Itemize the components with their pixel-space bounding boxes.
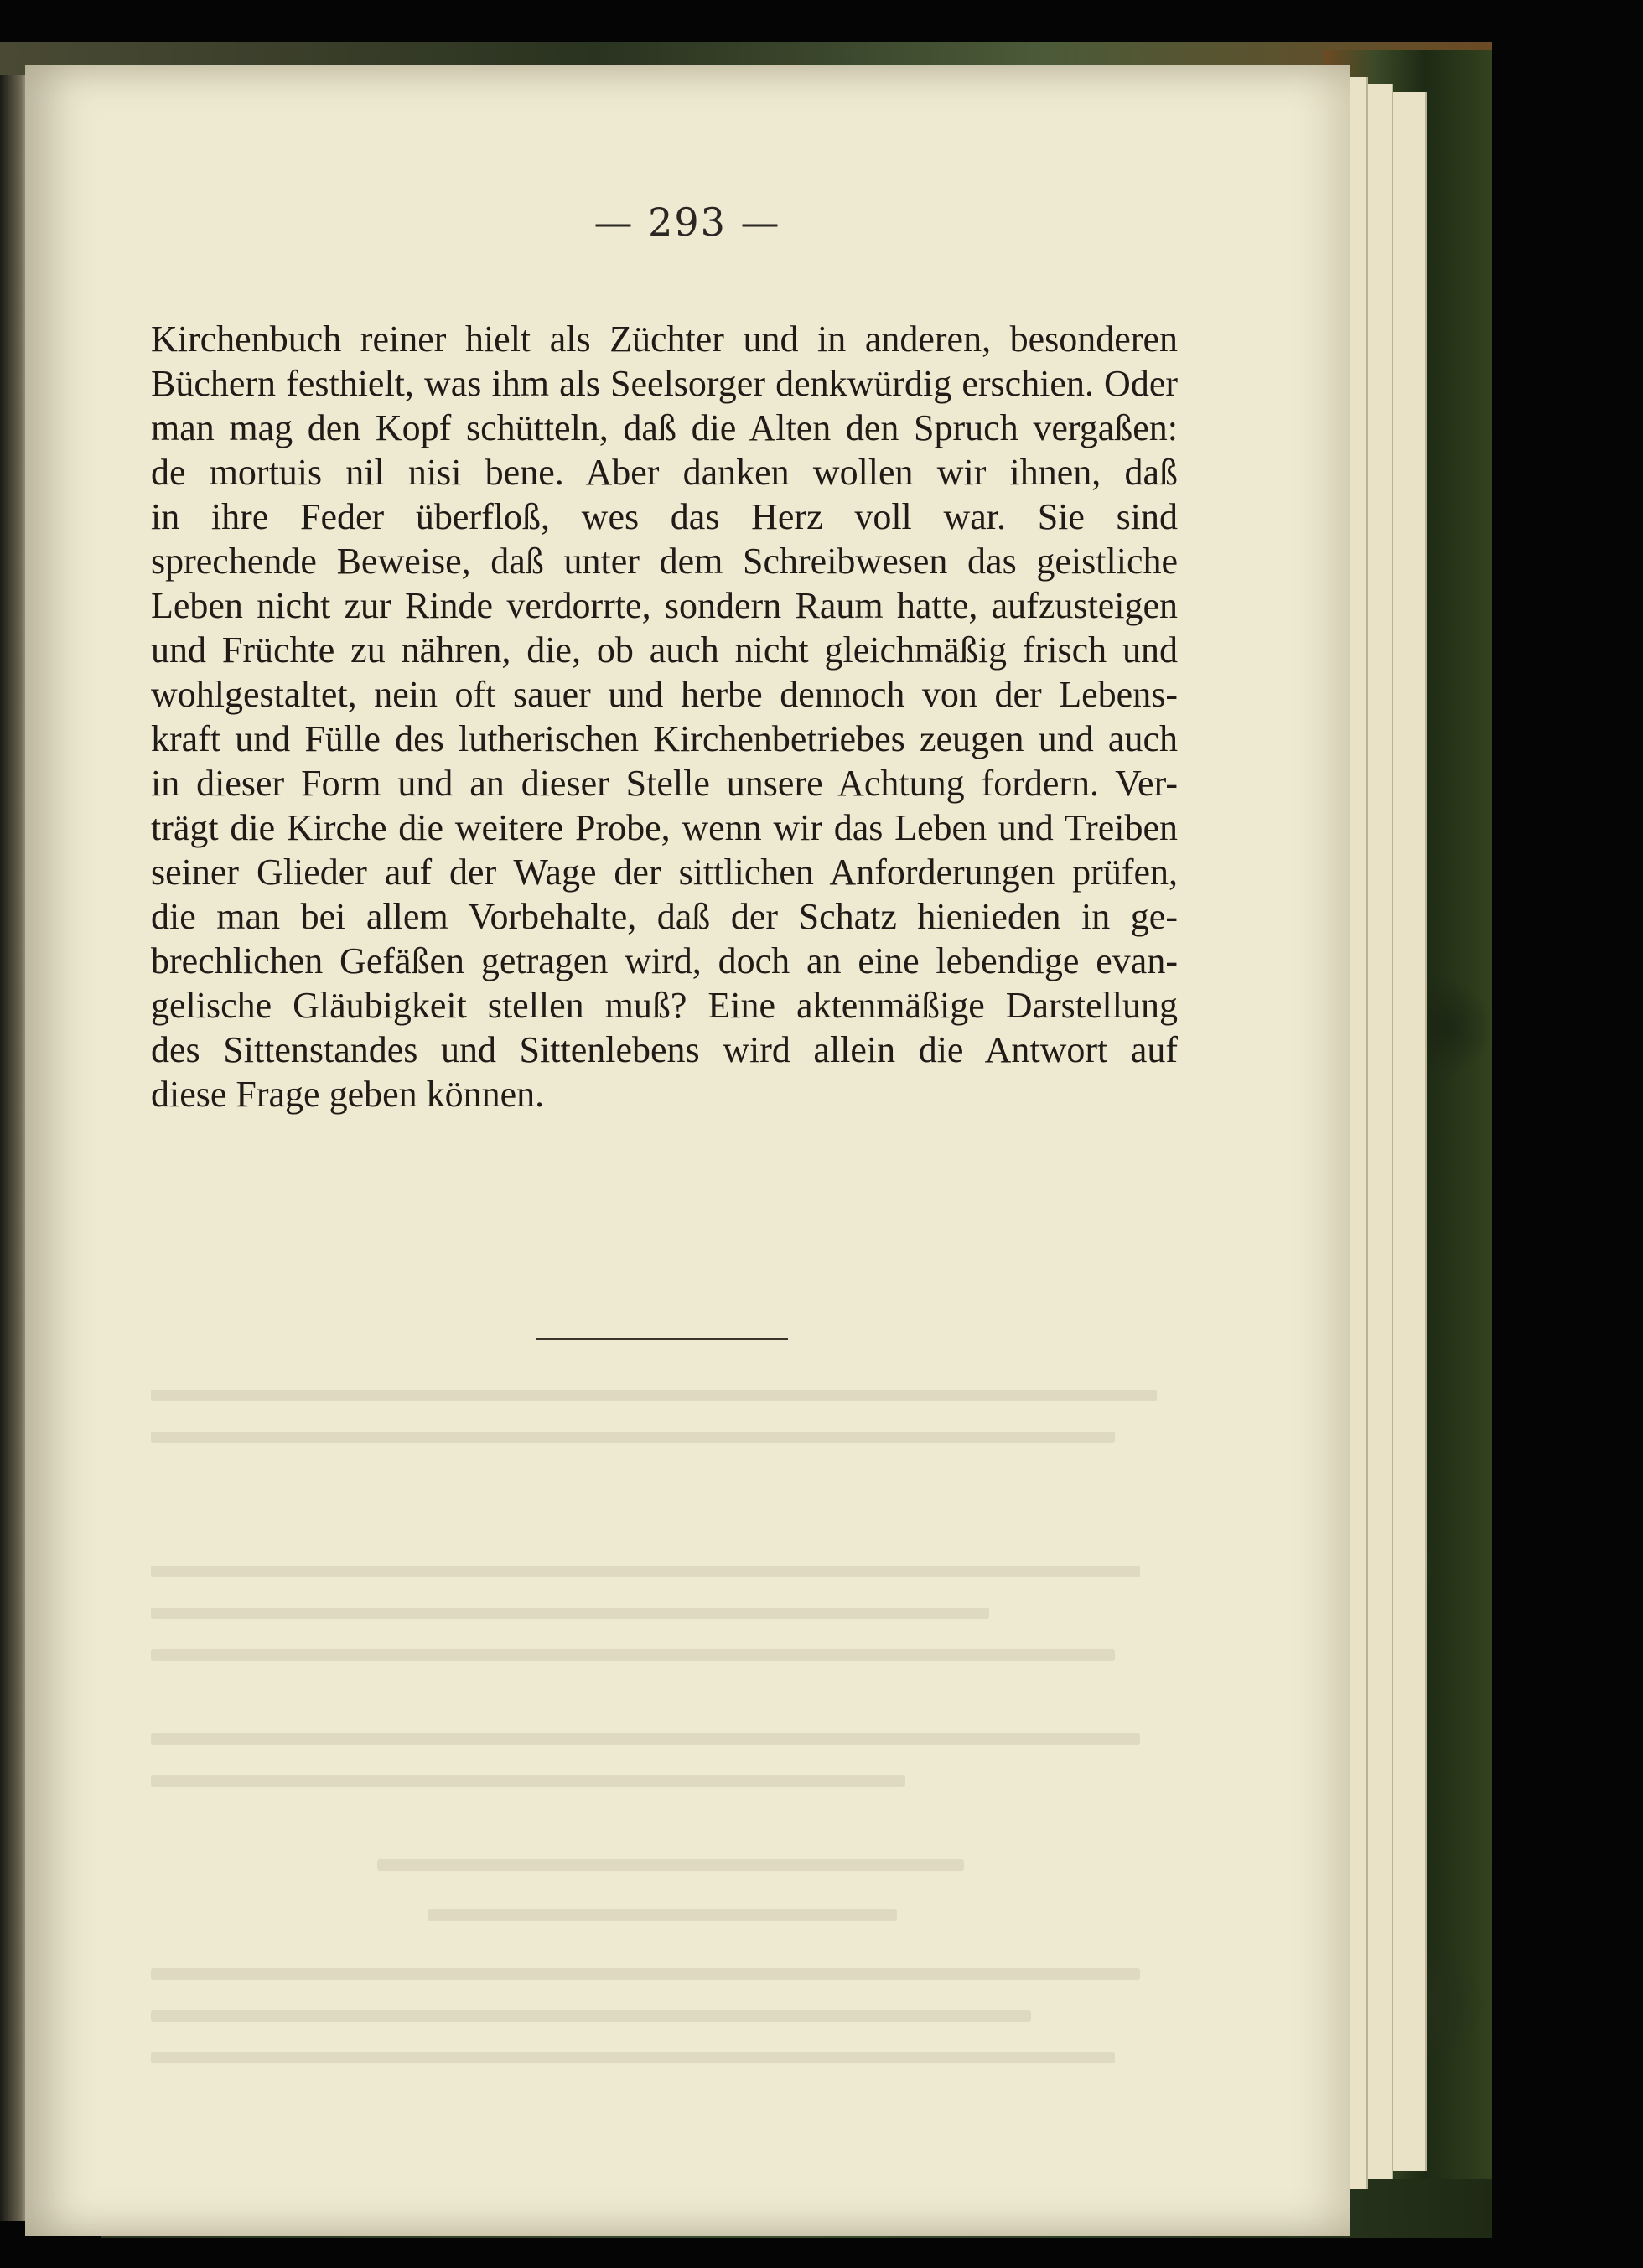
text-line: Kirchenbuch reiner hielt als Züchter und in anderen, besonderen bbox=[151, 318, 1178, 360]
show-through-line bbox=[151, 2052, 1115, 2063]
show-through-line bbox=[151, 1775, 905, 1787]
text-line: brechlichen Gefäßen getragen wird, doch an eine lebendige evan- bbox=[151, 940, 1178, 981]
page-number: — 293 — bbox=[593, 199, 781, 245]
show-through-line bbox=[428, 1909, 897, 1921]
text-line: kraft und Fülle des lutherischen Kirchenbetriebes zeugen und auch bbox=[151, 718, 1178, 759]
text-line: sprechende Beweise, daß unter dem Schreibwesen das geistliche bbox=[151, 541, 1178, 582]
page-body-text bbox=[151, 317, 1178, 1116]
text-line: wohlgestaltet, nein oft sauer und herbe dennoch von der Lebens- bbox=[151, 674, 1178, 715]
text-line: seiner Glieder auf der Wage der sittlichen Anforderungen prüfen, bbox=[151, 852, 1178, 893]
book-page bbox=[25, 65, 1350, 2236]
text-line: Büchern festhielt, was ihm als Seelsorger denkwürdig erschien. Oder bbox=[151, 363, 1178, 404]
show-through-line bbox=[151, 2010, 1031, 2022]
show-through-line bbox=[151, 1649, 1115, 1661]
show-through-line bbox=[151, 1566, 1140, 1577]
text-line: die man bei allem Vorbehalte, daß der Schatz hienieden in ge- bbox=[151, 896, 1178, 937]
text-line: und Früchte zu nähren, die, ob auch nicht gleichmäßig frisch und bbox=[151, 629, 1178, 671]
text-line: man mag den Kopf schütteln, daß die Alten den Spruch vergaßen: bbox=[151, 407, 1178, 448]
text-line: gelische Gläubigkeit stellen muß? Eine aktenmäßige Darstellung bbox=[151, 985, 1178, 1026]
text-line: Leben nicht zur Rinde verdorrte, sondern Raum hatte, aufzusteigen bbox=[151, 585, 1178, 626]
show-through-line bbox=[151, 1733, 1140, 1745]
show-through-line bbox=[151, 1608, 989, 1619]
text-line: de mortuis nil nisi bene. Aber danken wollen wir ihnen, daß bbox=[151, 452, 1178, 493]
show-through-line bbox=[151, 1968, 1140, 1980]
text-line: in dieser Form und an dieser Stelle unsere Achtung fordern. Ver- bbox=[151, 763, 1178, 804]
text-line: diese Frage geben können. bbox=[151, 1074, 545, 1115]
show-through-line bbox=[151, 1390, 1157, 1401]
show-through-line bbox=[377, 1859, 964, 1871]
section-divider-rule bbox=[536, 1338, 788, 1340]
text-line: in ihre Feder überfloß, wes das Herz voll war. Sie sind bbox=[151, 496, 1178, 537]
text-line: trägt die Kirche die weitere Probe, wenn wir das Leben und Treiben bbox=[151, 807, 1178, 848]
text-line: des Sittenstandes und Sittenlebens wird allein die Antwort auf bbox=[151, 1029, 1178, 1070]
show-through-line bbox=[151, 1432, 1115, 1443]
